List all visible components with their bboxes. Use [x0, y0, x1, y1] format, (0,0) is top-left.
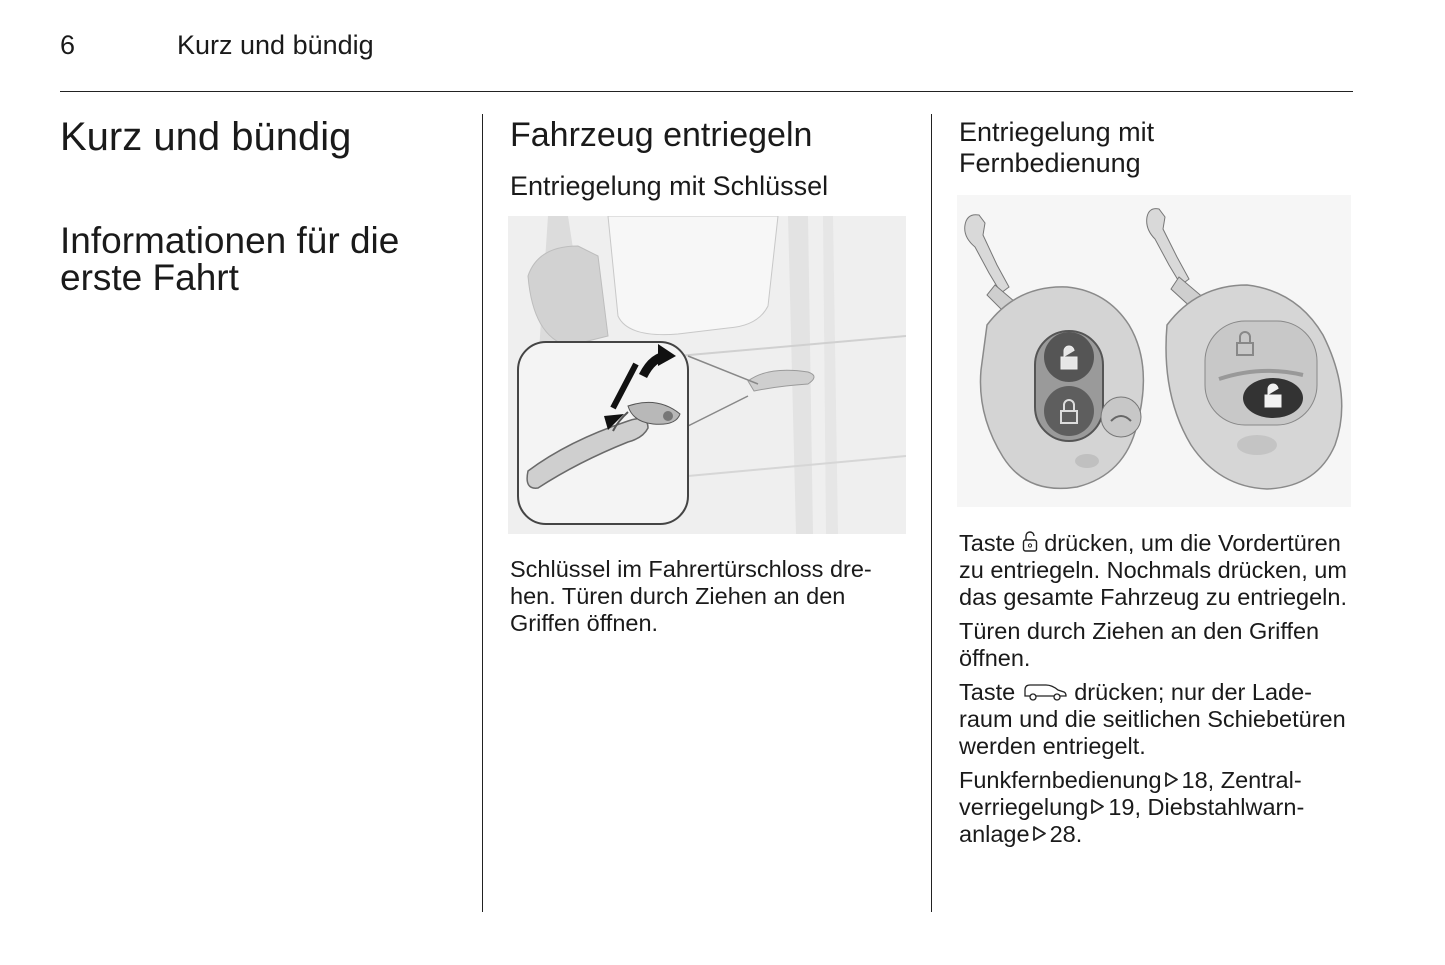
- p3-text-rest: drücken; nur der Lade-: [1074, 679, 1312, 705]
- ref-alarm-system[interactable]: anlage: [959, 821, 1030, 847]
- p1-text-rest: drücken, um die Vordertüren: [1044, 530, 1341, 556]
- column-divider-1: [482, 114, 483, 912]
- page-reference-icon: [1032, 825, 1047, 842]
- paragraph-doors-open: [959, 618, 1359, 672]
- key-unlock-text-line1: Schlüssel im Fahrertürschloss dre-: [510, 556, 872, 582]
- remote-unlock-heading: [959, 117, 1154, 179]
- section-title: [60, 222, 470, 296]
- paragraph-front-doors: [959, 530, 1359, 611]
- remote-key-illustration: [957, 195, 1351, 507]
- p3-line2: raum und die seitlichen Schiebetüren: [959, 706, 1346, 732]
- p1-word-taste: Taste: [959, 530, 1016, 556]
- section-title-line2: erste Fahrt: [60, 257, 239, 298]
- van-unlock-icon: [1022, 682, 1068, 702]
- ref-page-28[interactable]: 28.: [1049, 821, 1083, 847]
- key-unlock-subheading: Entriegelung mit Schlüssel: [510, 171, 829, 201]
- paragraph-references: [959, 767, 1359, 848]
- unlock-icon: [1022, 531, 1038, 553]
- remote-unlock-heading-line1: Entriegelung mit: [959, 117, 1155, 147]
- chapter-title: Kurz und bündig: [60, 115, 352, 159]
- p3-word-taste: Taste: [959, 679, 1016, 705]
- remote-unlock-text: [959, 530, 1359, 855]
- ref-page-19[interactable]: 19, Diebstahlwarn-: [1108, 794, 1305, 820]
- header-rule: [60, 91, 1353, 92]
- p3-line3: werden entriegelt.: [959, 733, 1146, 759]
- page-reference-icon: [1090, 798, 1105, 815]
- section-title-line1: Informationen für die: [60, 220, 400, 261]
- unlock-heading: Fahrzeug entriegeln: [510, 116, 813, 154]
- ref-remote-control[interactable]: Funkfernbedienung: [959, 767, 1162, 793]
- key-unlock-text: [510, 556, 910, 637]
- remote-unlock-heading-line2: Fernbedienung: [959, 148, 1141, 178]
- key-unlock-text-line3: Griffen öffnen.: [510, 610, 659, 636]
- column-divider-2: [931, 114, 932, 912]
- ref-page-18[interactable]: 18, Zentral-: [1181, 767, 1302, 793]
- key-unlock-text-line2: hen. Türen durch Ziehen an den: [510, 583, 846, 609]
- page-reference-icon: [1164, 771, 1179, 788]
- door-key-illustration: [508, 216, 906, 534]
- p1-line2: zu entriegeln. Nochmals drücken, um: [959, 557, 1347, 583]
- page-number: 6: [60, 30, 76, 60]
- p2-line1: Türen durch Ziehen an den Griffen: [959, 618, 1320, 644]
- p2-line2: öffnen.: [959, 645, 1031, 671]
- p1-line3: das gesamte Fahrzeug zu entriegeln.: [959, 584, 1347, 610]
- running-title: Kurz und bündig: [177, 30, 374, 60]
- paragraph-cargo: [959, 679, 1359, 760]
- ref-central-locking[interactable]: verriegelung: [959, 794, 1089, 820]
